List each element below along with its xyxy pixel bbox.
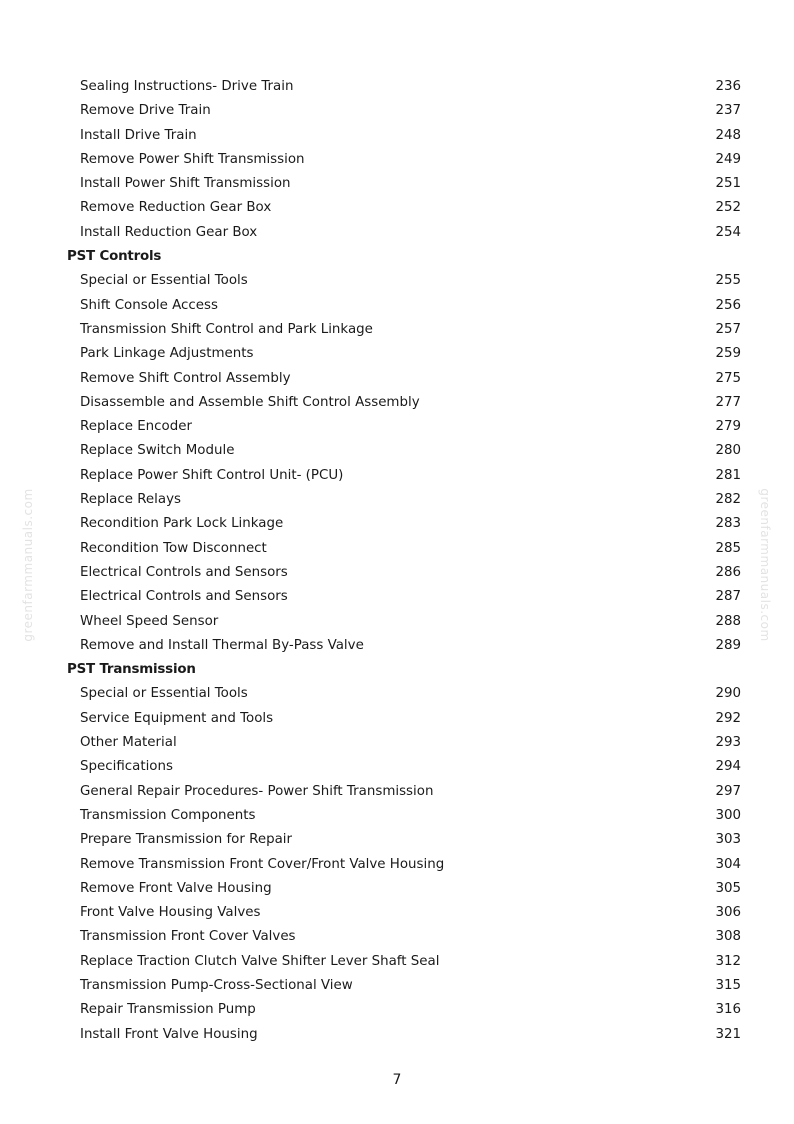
toc-entry[interactable]: [0, 585, 794, 609]
entry-title: Remove Shift Control Assembly: [80, 370, 291, 386]
page-number: 7: [392, 1072, 402, 1088]
toc-entry[interactable]: [0, 853, 794, 877]
entry-page-number: 294: [715, 759, 741, 775]
entry-title: Replace Encoder: [80, 419, 192, 435]
entry-title: Remove Drive Train: [80, 103, 211, 119]
entry-title: Other Material: [80, 735, 177, 751]
toc-entry[interactable]: [0, 196, 794, 220]
entry-title: Remove Transmission Front Cover/Front Valve Housing: [80, 856, 445, 872]
entry-title: Remove Reduction Gear Box: [80, 200, 272, 216]
entry-title: Transmission Front Cover Valves: [80, 929, 296, 945]
entry-title: General Repair Procedures- Power Shift Transmission: [80, 783, 434, 799]
entry-page-number: 306: [715, 905, 741, 921]
entry-title: Shift Console Access: [80, 297, 218, 313]
toc-entry[interactable]: [0, 464, 794, 488]
toc-entry[interactable]: [0, 439, 794, 463]
entry-page-number: 251: [715, 176, 741, 192]
entry-page-number: 257: [715, 321, 741, 337]
watermark-right: greenfarmmanuals.com: [758, 488, 772, 642]
entry-page-number: 282: [715, 492, 741, 508]
toc-entry[interactable]: [0, 804, 794, 828]
entry-title: Replace Power Shift Control Unit- (PCU): [80, 467, 344, 483]
toc-entry[interactable]: [0, 415, 794, 439]
entry-page-number: 288: [715, 613, 741, 629]
toc-entry[interactable]: [0, 828, 794, 852]
entry-title: Transmission Shift Control and Park Linkage: [80, 321, 373, 337]
toc-entry[interactable]: [0, 148, 794, 172]
section-title: PST Transmission: [67, 662, 196, 678]
entry-page-number: 315: [715, 977, 741, 993]
table-of-contents: [0, 75, 794, 1047]
entry-title: Special or Essential Tools: [80, 686, 248, 702]
entry-title: Transmission Pump-Cross-Sectional View: [80, 977, 353, 993]
entry-page-number: 236: [715, 79, 741, 94]
entry-page-number: 305: [715, 880, 741, 896]
entry-page-number: 289: [715, 637, 741, 653]
toc-entry[interactable]: [0, 269, 794, 293]
entry-page-number: 285: [715, 540, 741, 556]
entry-page-number: 259: [715, 346, 741, 362]
entry-title: Install Drive Train: [80, 127, 197, 143]
entry-page-number: 293: [715, 735, 741, 751]
entry-page-number: 275: [715, 370, 741, 386]
entry-page-number: 303: [715, 832, 741, 848]
toc-entry[interactable]: [0, 488, 794, 512]
entry-title: Remove Front Valve Housing: [80, 880, 272, 896]
toc-entry[interactable]: [0, 974, 794, 998]
entry-page-number: 256: [715, 297, 741, 313]
toc-entry[interactable]: [0, 75, 794, 99]
entry-page-number: 300: [715, 807, 741, 823]
entry-title: Electrical Controls and Sensors: [80, 589, 288, 605]
toc-section-heading[interactable]: [0, 658, 794, 682]
toc-entry[interactable]: [0, 512, 794, 536]
toc-entry[interactable]: [0, 172, 794, 196]
entry-page-number: 277: [715, 394, 741, 410]
entry-page-number: 249: [715, 151, 741, 167]
toc-entry[interactable]: [0, 124, 794, 148]
toc-entry[interactable]: [0, 682, 794, 706]
toc-section-heading[interactable]: [0, 245, 794, 269]
entry-title: Install Front Valve Housing: [80, 1026, 258, 1042]
entry-title: Recondition Park Lock Linkage: [80, 516, 284, 532]
toc-entry[interactable]: [0, 537, 794, 561]
toc-entry[interactable]: [0, 998, 794, 1022]
entry-title: Sealing Instructions- Drive Train: [80, 79, 294, 94]
entry-title: Recondition Tow Disconnect: [80, 540, 267, 556]
entry-page-number: 286: [715, 564, 741, 580]
entry-page-number: 248: [715, 127, 741, 143]
toc-entry[interactable]: [0, 1023, 794, 1047]
entry-title: Replace Switch Module: [80, 443, 235, 459]
entry-page-number: 290: [715, 686, 741, 702]
entry-title: Transmission Components: [80, 807, 256, 823]
entry-page-number: 281: [715, 467, 741, 483]
section-title: PST Controls: [67, 249, 162, 265]
toc-entry[interactable]: [0, 731, 794, 755]
entry-page-number: 297: [715, 783, 741, 799]
entry-title: Replace Traction Clutch Valve Shifter Lever Shaft Seal: [80, 953, 440, 969]
entry-page-number: 283: [715, 516, 741, 532]
toc-entry[interactable]: [0, 755, 794, 779]
watermark-left: greenfarmmanuals.com: [21, 488, 35, 642]
entry-page-number: 287: [715, 589, 741, 605]
entry-page-number: 316: [715, 1002, 741, 1018]
entry-page-number: 312: [715, 953, 741, 969]
entry-page-number: 279: [715, 419, 741, 435]
entry-page-number: 237: [715, 103, 741, 119]
toc-entry[interactable]: [0, 342, 794, 366]
toc-entry[interactable]: [0, 318, 794, 342]
toc-entry[interactable]: [0, 707, 794, 731]
toc-entry[interactable]: [0, 99, 794, 123]
toc-entry[interactable]: [0, 294, 794, 318]
entry-page-number: 308: [715, 929, 741, 945]
toc-entry[interactable]: [0, 780, 794, 804]
entry-title: Prepare Transmission for Repair: [80, 832, 292, 848]
toc-entry[interactable]: [0, 950, 794, 974]
entry-title: Install Power Shift Transmission: [80, 176, 291, 192]
entry-title: Front Valve Housing Valves: [80, 905, 261, 921]
entry-title: Park Linkage Adjustments: [80, 346, 254, 362]
entry-title: Replace Relays: [80, 492, 181, 508]
toc-entry[interactable]: [0, 367, 794, 391]
toc-entry[interactable]: [0, 610, 794, 634]
entry-title: Remove and Install Thermal By-Pass Valve: [80, 637, 364, 653]
toc-entry[interactable]: [0, 877, 794, 901]
entry-title: Special or Essential Tools: [80, 273, 248, 289]
entry-title: Electrical Controls and Sensors: [80, 564, 288, 580]
entry-page-number: 321: [715, 1026, 741, 1042]
entry-title: Remove Power Shift Transmission: [80, 151, 305, 167]
entry-title: Specifications: [80, 759, 173, 775]
toc-entry[interactable]: [0, 391, 794, 415]
entry-title: Service Equipment and Tools: [80, 710, 274, 726]
entry-page-number: 292: [715, 710, 741, 726]
entry-title: Install Reduction Gear Box: [80, 224, 258, 240]
toc-entry[interactable]: [0, 925, 794, 949]
toc-entry[interactable]: [0, 901, 794, 925]
entry-title: Wheel Speed Sensor: [80, 613, 219, 629]
entry-page-number: 254: [715, 224, 741, 240]
entry-title: Repair Transmission Pump: [80, 1002, 256, 1018]
entry-page-number: 304: [715, 856, 741, 872]
entry-page-number: 252: [715, 200, 741, 216]
toc-entry[interactable]: [0, 634, 794, 658]
entry-page-number: 255: [715, 273, 741, 289]
entry-title: Disassemble and Assemble Shift Control Assembly: [80, 394, 420, 410]
toc-entry[interactable]: [0, 561, 794, 585]
toc-entry[interactable]: [0, 221, 794, 245]
entry-page-number: 280: [715, 443, 741, 459]
